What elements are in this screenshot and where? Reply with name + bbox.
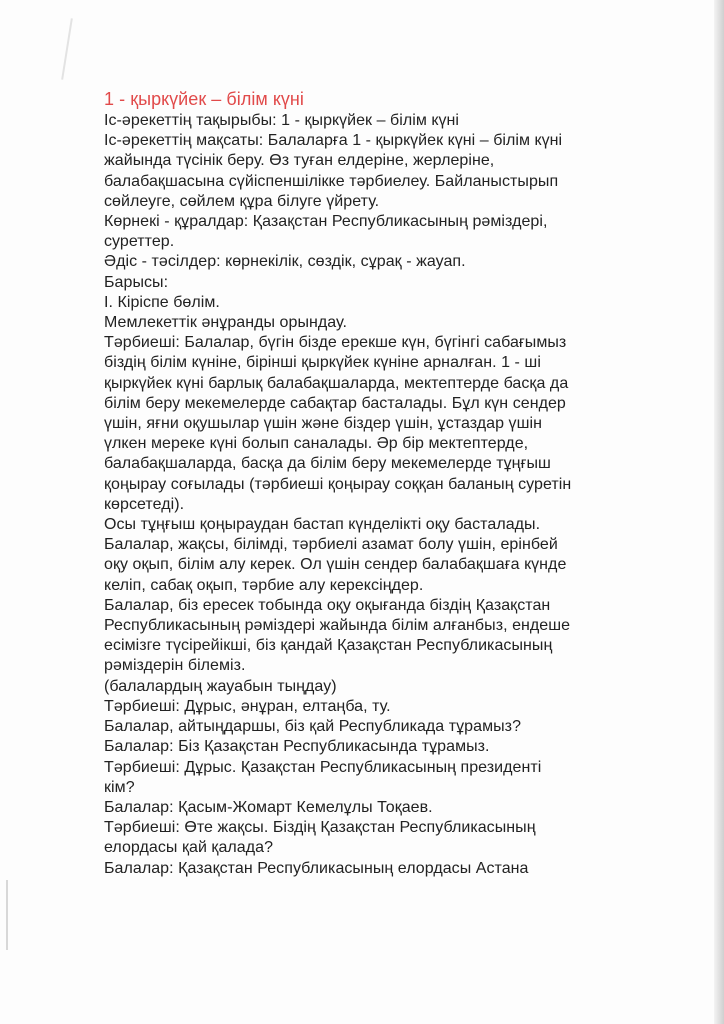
text-line: Республикасының рәміздері жайында білім алғанбыз, ендеше [104, 617, 571, 635]
document-text [104, 111, 664, 879]
text-line: Балалар: Қазақстан Республикасының елордасы Астана [104, 859, 529, 877]
text-line: І. Кіріспе бөлім. [104, 293, 220, 311]
text-line: қоңырау соғылады (тәрбиеші қоңырау соққан баланың суретін [104, 475, 572, 493]
text-line: Іс-әрекеттің тақырыбы: 1 - қыркүйек – білім күні [104, 112, 459, 129]
text-line: үлкен мереке күні болып саналады. Әр бір мектептерде, [104, 435, 529, 453]
text-line: көрсетеді). [104, 495, 185, 513]
text-line: білім беру мекемелерде сабақтар басталады. Бұл күн сендер [104, 394, 566, 412]
text-line: есімізге түсірейікші, біз қандай Қазақстан Республикасының [104, 637, 553, 655]
text-line: рәміздерін білеміз. [104, 657, 246, 675]
text-line: елордасы қай қалада? [104, 839, 274, 857]
text-line: Балалар, айтыңдаршы, біз қай Республикада тұрамыз? [104, 718, 522, 736]
text-line: балабақшасына сүйіспеншілікке тәрбиелеу. Байланыстырып [104, 172, 559, 190]
text-line: Мемлекеттік әнұранды орындау. [104, 314, 347, 332]
text-line: Барысы: [104, 273, 169, 291]
scan-artifact [6, 880, 8, 950]
document-body [104, 88, 664, 879]
text-line: оқу оқып, білім алу керек. Ол үшін сендер балабақшаға күнде [104, 556, 567, 574]
text-line: (балалардың жауабын тыңдау) [104, 677, 337, 695]
text-line: Осы тұңғыш қоңыраудан бастап күнделікті оқу басталады. [104, 516, 541, 534]
text-line: Тәрбиеші: Өте жақсы. Біздің Қазақстан Республикасының [104, 819, 536, 837]
text-line: Балалар, біз ересек тобында оқу оқығанда біздің Қазақстан [104, 596, 551, 614]
text-line: Тәрбиеші: Дұрыс. Қазақстан Республикасының президенті [104, 758, 542, 776]
text-line: жайында түсінік беру. Өз туған елдеріне, жерлеріне, [104, 152, 495, 170]
text-line: Көрнекі - құралдар: Қазақстан Республикасының рәміздері, [104, 213, 548, 231]
text-line: Тәрбиеші: Балалар, бүгін бізде ерекше күн, бүгінгі сабағымыз [104, 334, 567, 352]
text-line: Тәрбиеші: Дұрыс, әнұран, елтаңба, ту. [104, 697, 391, 715]
scan-scratch [61, 18, 73, 80]
text-line: Балалар: Қасым-Жомарт Кемелұлы Тоқаев. [104, 798, 433, 816]
text-line: Балалар: Біз Қазақстан Республикасында тұрамыз. [104, 738, 490, 756]
text-line: Балалар, жақсы, білімді, тәрбиелі азамат болу үшін, ерінбей [104, 536, 558, 554]
text-line: суреттер. [104, 233, 175, 251]
text-line: қыркүйек күні барлық балабақшаларда, мектептерде басқа да [104, 374, 569, 392]
text-line: сөйлеуге, сөйлем құра білуге үйрету. [104, 192, 380, 210]
page-edge-shadow [714, 0, 724, 1024]
text-line: Әдіс - тәсілдер: көрнекілік, сөздік, сұрақ - жауап. [104, 253, 466, 271]
text-line: біздің білім күніне, бірінші қыркүйек күніне арналған. 1 - ші [104, 354, 541, 372]
text-line: келіп, сабақ оқып, тәрбие алу керексіңдер. [104, 576, 424, 594]
text-line: Іс-әрекеттің мақсаты: Балаларға 1 - қыркүйек күні – білім күні [104, 132, 563, 150]
text-line: балабақшаларда, басқа да білім беру мекемелерде тұңғыш [104, 455, 551, 473]
text-line: үшін, яғни оқушылар үшін және біздер үшін, ұстаздар үшін [104, 415, 542, 433]
text-line: кім? [104, 778, 135, 796]
document-title: 1 - қыркүйек – білім күні [104, 89, 304, 109]
